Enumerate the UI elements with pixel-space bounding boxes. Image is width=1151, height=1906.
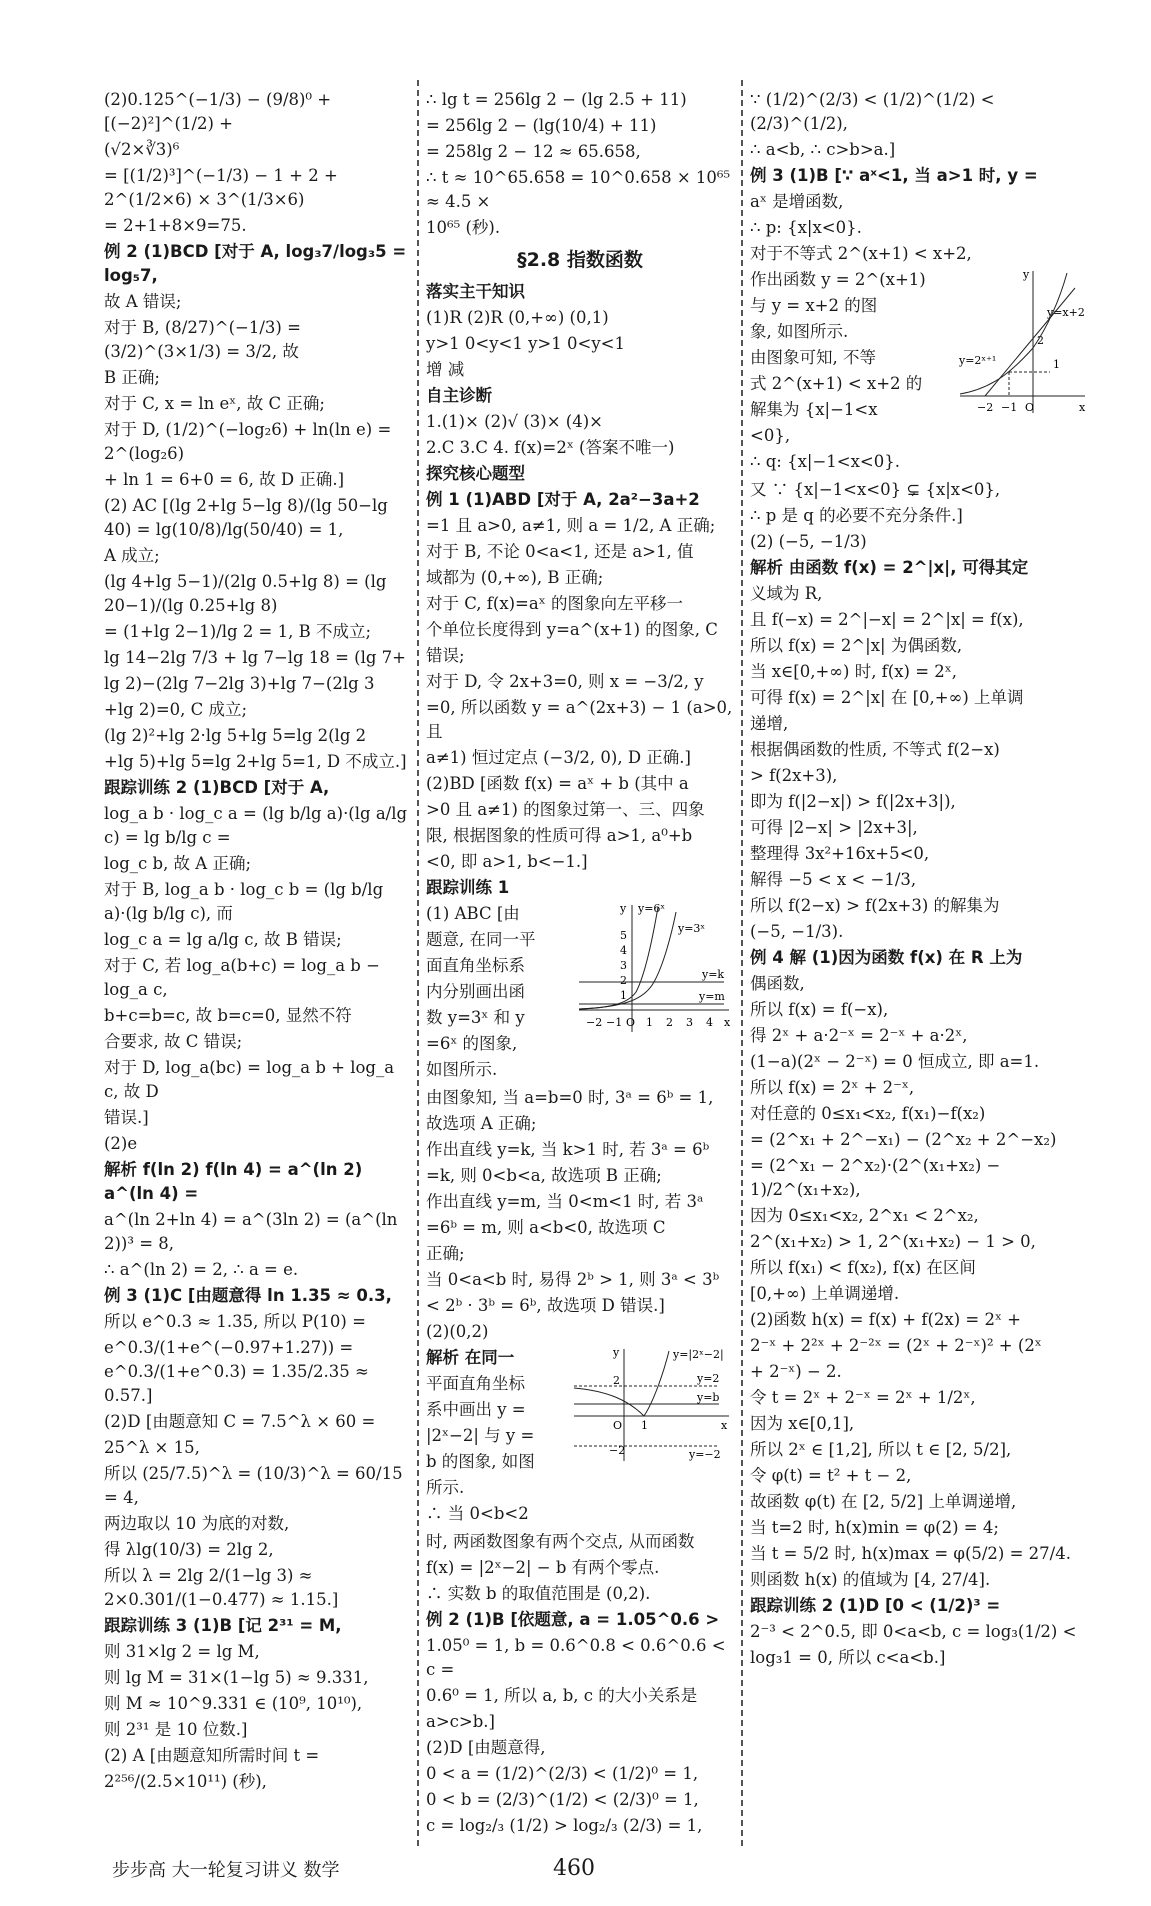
text-line: 面直角坐标系	[426, 956, 525, 975]
text-line: =6ˣ 的图象,	[426, 1034, 518, 1053]
graph-label: y	[613, 1346, 620, 1359]
text-line: 因为 x∈[0,1],	[750, 1414, 855, 1433]
text-line: 故函数 φ(t) 在 [2, 5/2] 上单调递增,	[750, 1492, 1017, 1511]
graph-label: y=6ˣ	[638, 902, 666, 915]
graph-label: 5	[620, 929, 627, 942]
text-line: 如图所示.	[426, 1060, 498, 1079]
figure-block	[750, 268, 1090, 476]
text-line: <0},	[750, 426, 791, 445]
text-line: (2) A [由题意知所需时间 t =	[104, 1746, 320, 1765]
answer-column-1	[104, 88, 410, 1796]
text-line: 所示.	[426, 1478, 465, 1497]
text-line: ∴ t ≈ 10^65.658 = 10^0.658 × 10⁶⁵ ≈ 4.5 ×	[426, 168, 731, 211]
answer-column-2	[426, 88, 734, 1840]
text-line: aˣ 是增函数,	[750, 192, 844, 211]
graph-label: 1	[1053, 358, 1060, 371]
text-line: (2) (−5, −1/3)	[750, 532, 867, 551]
text-line: <0, 即 a>1, b<−1.]	[426, 852, 588, 871]
text-line: 与 y = x+2 的图	[750, 296, 878, 315]
text-line: ∴ 实数 b 的取值范围是 (0,2).	[426, 1584, 651, 1603]
graph-label: 1	[646, 1016, 653, 1029]
text-line: 所以 2ˣ ∈ [1,2], 所以 t ∈ [2, 5/2],	[750, 1440, 1012, 1459]
graph-labels	[958, 268, 1086, 414]
text-line: 25^λ × 15,	[104, 1438, 200, 1457]
text-line: (2)0.125^(−1/3) − (9/8)⁰ + [(−2)²]^(1/2) +	[104, 90, 332, 133]
text-line: 增 减	[426, 360, 465, 379]
text-line: 所以 f(2−x) > f(2x+3) 的解集为	[750, 896, 1000, 915]
text-line: 题意, 在同一平	[426, 930, 536, 949]
text-line: 对于 D, (1/2)^(−log₂6) + ln(ln e) = 2^(log₂6)	[104, 420, 392, 463]
answer-column-3	[750, 88, 1090, 1672]
text-line: 解析 由函数 f(x) = 2^|x|, 可得其定	[750, 558, 1029, 577]
text-line: 0.6⁰ = 1, 所以 a, b, c 的大小关系是	[426, 1686, 698, 1705]
text-line: 对于 D, 令 2x+3=0, 则 x = −3/2, y	[426, 672, 704, 691]
text-line: = 256lg 2 − (lg(10/4) + 11)	[426, 116, 657, 135]
text-line: e^0.3/(1+e^(−0.97+1.27)) = e^0.3/(1+e^0.3) = 1.35/2.35 ≈ 0.57.]	[104, 1338, 369, 1405]
graph-2x1-vs-x2	[955, 268, 1090, 418]
text-line: 对于 C, f(x)=aˣ 的图象向左平移一	[426, 594, 683, 613]
column-divider	[741, 80, 743, 1846]
figure-caption-text	[750, 268, 949, 476]
text-line: 落实主干知识	[426, 282, 525, 301]
graph-label: 1	[641, 1419, 648, 1432]
text-line: ∵ (1/2)^(2/3) < (1/2)^(1/2) < (2/3)^(1/2),	[750, 90, 995, 133]
graph-label: O	[613, 1419, 623, 1432]
figure-block	[426, 1346, 734, 1528]
text-line: 故 A 错误;	[104, 292, 182, 311]
text-line: 平面直角坐标	[426, 1374, 525, 1393]
text-line: b 的图象, 如图	[426, 1452, 535, 1471]
text-line: 则 lg M = 31×(1−lg 5) ≈ 9.331,	[104, 1668, 369, 1687]
text-line: 对于 C, x = ln eˣ, 故 C 正确;	[104, 394, 325, 413]
text-line: =1 且 a>0, a≠1, 则 a = 1/2, A 正确;	[426, 516, 716, 535]
text-line: (2)BD [函数 f(x) = aˣ + b (其中 a	[426, 774, 689, 793]
text-line: 1.05⁰ = 1, b = 0.6^0.8 < 0.6^0.6 < c =	[426, 1636, 726, 1679]
text-line: 整理得 3x²+16x+5<0,	[750, 844, 930, 863]
page-number: 460	[553, 1856, 595, 1881]
text-line: 错误.]	[104, 1108, 149, 1127]
text-line: ∴ a^(ln 2) = 2, ∴ a = e.	[104, 1260, 299, 1279]
text-line: 跟踪训练 2 (1)D [0 < (1/2)³ =	[750, 1596, 1001, 1615]
text-line: 则 31×lg 2 = lg M,	[104, 1642, 260, 1661]
text-line: 个单位长度得到 y=a^(x+1) 的图象, C	[426, 620, 718, 639]
text-line: 所以 f(x) = 2ˣ + 2⁻ˣ,	[750, 1078, 915, 1097]
text-line: (2)(0,2)	[426, 1322, 489, 1341]
text-line: 象, 如图所示.	[750, 322, 849, 341]
text-line: 当 t=2 时, h(x)min = φ(2) = 4;	[750, 1518, 999, 1537]
graph-label: y=2	[697, 1372, 720, 1385]
text-line: 0 < a = (1/2)^(2/3) < (1/2)⁰ = 1,	[426, 1764, 699, 1783]
text-line: 则 M ≈ 10^9.331 ∈ (10⁹, 10¹⁰),	[104, 1694, 363, 1713]
graph-label: y=m	[699, 990, 725, 1003]
text-line: 由图象知, 当 a=b=0 时, 3ᵃ = 6ᵇ = 1,	[426, 1088, 714, 1107]
text-line: (−5, −1/3).	[750, 922, 844, 941]
text-line: 例 3 (1)C [由题意得 ln 1.35 ≈ 0.3,	[104, 1286, 392, 1305]
text-line: c = log₂/₃ (1/2) > log₂/₃ (2/3) = 1,	[426, 1816, 703, 1835]
text-line: 跟踪训练 2 (1)BCD [对于 A,	[104, 778, 330, 797]
text-line: 解析 在同一	[426, 1348, 515, 1367]
text-line: = (1+lg 2−1)/lg 2 = 1, B 不成立;	[104, 622, 372, 641]
text-line: = (2^x₁ − 2^x₂)·(2^(x₁+x₂) − 1)/2^(x₁+x₂),	[750, 1156, 1001, 1199]
text-line: 因为 0≤x₁<x₂, 2^x₁ < 2^x₂,	[750, 1206, 979, 1225]
graph-label: −1	[606, 1016, 623, 1029]
graph-label: 4	[706, 1016, 713, 1029]
text-line: = (2^x₁ + 2^−x₁) − (2^x₂ + 2^−x₂)	[750, 1130, 1057, 1149]
text-line: [0,+∞) 上单调递增.	[750, 1284, 900, 1303]
figure-block	[426, 902, 734, 1084]
graph-label: 2	[613, 1374, 620, 1387]
graph-label: O	[626, 1016, 636, 1029]
text-line: log_c a = lg a/lg c, 故 B 错误;	[104, 930, 342, 949]
text-line: 对于 B, log_a b · log_c b = (lg b/lg a)·(lg b/lg c), 而	[104, 880, 384, 923]
text-line: log_c b, 故 A 正确;	[104, 854, 252, 873]
text-line: 所以 f(x₁) < f(x₂), f(x) 在区间	[750, 1258, 976, 1277]
text-line: 当 0<a<b 时, 易得 2ᵇ > 1, 则 3ᵃ < 3ᵇ	[426, 1270, 720, 1289]
graph-label: y=3ˣ	[678, 922, 706, 935]
graph-label: x	[724, 1016, 731, 1029]
text-line: 故选项 A 正确;	[426, 1114, 537, 1133]
graph-label: y=x+2	[1047, 306, 1085, 319]
text-line: (1) ABC [由	[426, 904, 520, 923]
figure-caption-text	[426, 1346, 563, 1528]
figure	[574, 902, 734, 1044]
text-line: 例 1 (1)ABD [对于 A, 2a²−3a+2	[426, 490, 700, 509]
graph-label: −2	[586, 1016, 603, 1029]
text-line: a^(ln 2+ln 4) = a^(3ln 2) = (a^(ln 2))³ = 8,	[104, 1210, 398, 1253]
text-line: 即为 f(|2−x|) > f(|2x+3|),	[750, 792, 956, 811]
text-line: 数 y=3ˣ 和 y	[426, 1008, 525, 1027]
text-line: ∴ p: {x|x<0}.	[750, 218, 862, 237]
text-line: (lg 4+lg 5−1)/(2lg 0.5+lg 8) = (lg 20−1)/(lg 0.25+lg 8)	[104, 572, 387, 615]
text-line: (2)D [由题意知 C = 7.5^λ × 60 =	[104, 1412, 376, 1431]
text-line: ∴ a<b, ∴ c>b>a.]	[750, 140, 896, 159]
section-heading: §2.8 指数函数	[517, 249, 643, 271]
text-line: 跟踪训练 1	[426, 878, 510, 897]
graph-label: y=b	[697, 1391, 720, 1404]
text-line: 对任意的 0≤x₁<x₂, f(x₁)−f(x₂)	[750, 1104, 986, 1123]
text-line: 作出直线 y=k, 当 k>1 时, 若 3ᵃ = 6ᵇ	[426, 1140, 710, 1159]
text-line: 解集为 {x|−1<x	[750, 400, 878, 419]
text-line: B 正确;	[104, 368, 160, 387]
text-line: 根据偶函数的性质, 不等式 f(2−x)	[750, 740, 1000, 759]
text-line: 0 < b = (2/3)^(1/2) < (2/3)⁰ = 1,	[426, 1790, 699, 1809]
text-line: 作出函数 y = 2^(x+1)	[750, 270, 926, 289]
text-line: 可得 f(x) = 2^|x| 在 [0,+∞) 上单调	[750, 688, 1024, 707]
text-line: 错误;	[426, 646, 465, 665]
graph-label: 2	[620, 974, 627, 987]
text-line: 又 ∵ {x|−1<x<0} ⊊ {x|x<0},	[750, 480, 1001, 499]
text-line: > f(2x+3),	[750, 766, 838, 785]
graph-label: y=2ˣ⁺¹	[959, 354, 997, 367]
graph-abs-2x-minus-2	[569, 1346, 734, 1466]
text-line: >0 且 a≠1) 的图象过第一、三、四象	[426, 800, 705, 819]
text-line: 2⁻³ < 2^0.5, 即 0<a<b, c = log₃(1/2) <	[750, 1622, 1077, 1641]
graph-label: y	[1023, 268, 1030, 281]
text-line: 正确;	[426, 1244, 465, 1263]
text-line: 跟踪训练 3 (1)B [记 2³¹ = M,	[104, 1616, 342, 1635]
graph-label: O	[1025, 401, 1035, 414]
text-line: lg 2)−(2lg 7−2lg 3)+lg 7−(2lg 3	[104, 674, 375, 693]
text-line: 2^(x₁+x₂) > 1, 2^(x₁+x₂) − 1 > 0,	[750, 1232, 1036, 1251]
text-line: (√2×∛3)⁶	[104, 140, 180, 159]
text-line: (lg 2)²+lg 2·lg 5+lg 5=lg 2(lg 2	[104, 726, 367, 745]
text-line: 域都为 (0,+∞), B 正确;	[426, 568, 604, 587]
text-line: 得 λlg(10/3) = 2lg 2,	[104, 1540, 274, 1559]
text-line: = [(1/2)³]^(−1/3) − 1 + 2 + 2^(1/2×6) × 3^(1/3×6)	[104, 166, 338, 209]
text-line: 合要求, 故 C 错误;	[104, 1032, 243, 1051]
text-line: +lg 2)=0, C 成立;	[104, 700, 248, 719]
text-line: ∴ p 是 q 的必要不充分条件.]	[750, 506, 963, 525]
text-line: (1−a)(2ˣ − 2⁻ˣ) = 0 恒成立, 即 a=1.	[750, 1052, 1040, 1071]
graph-label: 2	[666, 1016, 673, 1029]
text-line: (2)D [由题意得,	[426, 1738, 546, 1757]
graph-label: 2	[1037, 334, 1044, 347]
text-line: 可得 |2−x| > |2x+3|,	[750, 818, 918, 837]
text-line: =k, 则 0<b<a, 故选项 B 正确;	[426, 1166, 662, 1185]
text-line: 令 t = 2ˣ + 2⁻ˣ = 2ˣ + 1/2ˣ,	[750, 1388, 976, 1407]
text-line: 得 2ˣ + a·2⁻ˣ = 2⁻ˣ + a·2ˣ,	[750, 1026, 968, 1045]
text-line: 由图象可知, 不等	[750, 348, 876, 367]
graph-3x-6x	[574, 902, 734, 1037]
graph-label: y=|2ˣ−2|	[673, 1348, 724, 1361]
text-line: lg 14−2lg 7/3 + lg 7−lg 18 = (lg 7+	[104, 648, 407, 667]
text-line: = 2+1+8×9=75.	[104, 216, 247, 235]
text-line: (1)R (2)R (0,+∞) (0,1)	[426, 308, 609, 327]
text-line: (2) AC [(lg 2+lg 5−lg 8)/(lg 50−lg 40) = lg(10/8)/lg(50/40) = 1,	[104, 496, 388, 539]
graph-label: x	[721, 1419, 728, 1432]
text-line: 且 f(−x) = 2^|−x| = 2^|x| = f(x),	[750, 610, 1024, 629]
column-divider	[417, 80, 419, 1846]
text-line: 例 3 (1)B [∵ aˣ<1, 当 a>1 时, y =	[750, 166, 1038, 185]
text-line: < 2ᵇ · 3ᵇ = 6ᵇ, 故选项 D 错误.]	[426, 1296, 665, 1315]
text-line: 所以 f(x) = f(−x),	[750, 1000, 889, 1019]
text-line: 1.(1)× (2)√ (3)× (4)×	[426, 412, 603, 431]
text-line: 10⁶⁵ (秒).	[426, 218, 501, 237]
text-line: + ln 1 = 6+0 = 6, 故 D 正确.]	[104, 470, 345, 489]
text-line: 限, 根据图象的性质可得 a>1, a⁰+b	[426, 826, 693, 845]
graph-label: y=−2	[689, 1448, 721, 1461]
text-line: log₃1 = 0, 所以 c<a<b.]	[750, 1648, 946, 1667]
graph-label: 4	[620, 944, 627, 957]
text-line: 对于 B, 不论 0<a<1, 还是 a>1, 值	[426, 542, 694, 561]
text-line: 例 4 解 (1)因为函数 f(x) 在 R 上为	[750, 948, 1023, 967]
text-line: 偶函数,	[750, 974, 805, 993]
text-line: =6ᵇ = m, 则 a<b<0, 故选项 C	[426, 1218, 666, 1237]
text-line: a>c>b.]	[426, 1712, 495, 1731]
graph-label: y	[620, 902, 627, 915]
text-line: 式 2^(x+1) < x+2 的	[750, 374, 923, 393]
graph-label: y=k	[702, 968, 725, 981]
text-line: 所以 f(x) = 2^|x| 为偶函数,	[750, 636, 963, 655]
text-line: 作出直线 y=m, 当 0<m<1 时, 若 3ᵃ	[426, 1192, 704, 1211]
text-line: 所以 (25/7.5)^λ = (10/3)^λ = 60/15 = 4,	[104, 1464, 403, 1507]
text-line: 对于 C, 若 log_a(b+c) = log_a b − log_a c,	[104, 956, 380, 999]
text-line: 令 φ(t) = t² + t − 2,	[750, 1466, 912, 1485]
graph-label: −2	[609, 1444, 626, 1457]
text-line: 对于 D, log_a(bc) = log_a b + log_a c, 故 D	[104, 1058, 395, 1101]
text-line: f(x) = |2ˣ−2| − b 有两个零点.	[426, 1558, 660, 1577]
graph-label: 3	[620, 959, 627, 972]
text-line: 所以 e^0.3 ≈ 1.35, 所以 P(10) =	[104, 1312, 366, 1331]
text-line: 2⁻ˣ + 2²ˣ + 2⁻²ˣ = (2ˣ + 2⁻ˣ)² + (2ˣ	[750, 1336, 1042, 1355]
text-line: 对于 B, (8/27)^(−1/3) = (3/2)^(3×1/3) = 3/2, 故	[104, 318, 301, 361]
text-line: 则函数 h(x) 的值域为 [4, 27/4].	[750, 1570, 991, 1589]
text-line: A 成立;	[104, 546, 160, 565]
text-line: 例 2 (1)BCD [对于 A, log₃7/log₃5 = log₅7,	[104, 242, 407, 285]
figure	[569, 1346, 734, 1473]
text-line: 两边取以 10 为底的对数,	[104, 1514, 290, 1533]
text-line: 义域为 R,	[750, 584, 823, 603]
text-line: =0, 所以函数 y = a^(2x+3) − 1 (a>0, 且	[426, 698, 733, 741]
text-line: ∴ 当 0<b<2	[426, 1504, 529, 1523]
text-line: b+c=b=c, 故 b=c=0, 显然不符	[104, 1006, 352, 1025]
text-line: 自主诊断	[426, 386, 492, 405]
text-line: 当 t = 5/2 时, h(x)max = φ(5/2) = 27/4.	[750, 1544, 1071, 1563]
figure	[955, 268, 1090, 425]
text-line: 例 2 (1)B [依题意, a = 1.05^0.6 >	[426, 1610, 720, 1629]
text-line: +lg 5)+lg 5=lg 2+lg 5=1, D 不成立.]	[104, 752, 407, 771]
text-line: 探究核心题型	[426, 464, 525, 483]
text-line: 递增,	[750, 714, 789, 733]
text-line: 内分别画出函	[426, 982, 525, 1001]
text-line: 则 2³¹ 是 10 位数.]	[104, 1720, 248, 1739]
text-line: log_a b · log_c a = (lg b/lg a)·(lg a/lg c) = lg b/lg c =	[104, 804, 408, 847]
text-line: (2)函数 h(x) = f(x) + f(2x) = 2ˣ +	[750, 1310, 1022, 1329]
text-line: 对于不等式 2^(x+1) < x+2,	[750, 244, 972, 263]
text-line: ∴ q: {x|−1<x<0}.	[750, 452, 900, 471]
text-line: 解得 −5 < x < −1/3,	[750, 870, 917, 889]
figure-caption-text	[426, 902, 568, 1084]
text-line: y>1 0<y<1 y>1 0<y<1	[426, 334, 625, 353]
text-line: 时, 两函数图象有两个交点, 从而函数	[426, 1532, 695, 1551]
text-line: 2.C 3.C 4. f(x)=2ˣ (答案不唯一)	[426, 438, 675, 457]
graph-label: x	[1079, 401, 1086, 414]
text-line: |2ˣ−2| 与 y =	[426, 1426, 535, 1445]
graph-label: 1	[620, 989, 627, 1002]
book-title-footer: 步步高 大一轮复习讲义 数学	[112, 1860, 340, 1881]
text-line: 2²⁵⁶/(2.5×10¹¹) (秒),	[104, 1772, 267, 1791]
graph-label: 3	[686, 1016, 693, 1029]
text-line: 解析 f(ln 2) f(ln 4) = a^(ln 2) a^(ln 4) =	[104, 1160, 363, 1203]
text-line: 系中画出 y =	[426, 1400, 526, 1419]
text-line: + 2⁻ˣ) − 2.	[750, 1362, 842, 1381]
text-line: (2)e	[104, 1134, 138, 1153]
text-line: = 258lg 2 − 12 ≈ 65.658,	[426, 142, 641, 161]
text-line: a≠1) 恒过定点 (−3/2, 0), D 正确.]	[426, 748, 691, 767]
text-line: ∴ lg t = 256lg 2 − (lg 2.5 + 11)	[426, 90, 687, 109]
text-line: 所以 λ = 2lg 2/(1−lg 3) ≈ 2×0.301/(1−0.477) ≈ 1.15.]	[104, 1566, 339, 1609]
text-line: 当 x∈[0,+∞) 时, f(x) = 2ˣ,	[750, 662, 958, 681]
graph-label: −2	[977, 401, 994, 414]
graph-label: −1	[1001, 401, 1018, 414]
